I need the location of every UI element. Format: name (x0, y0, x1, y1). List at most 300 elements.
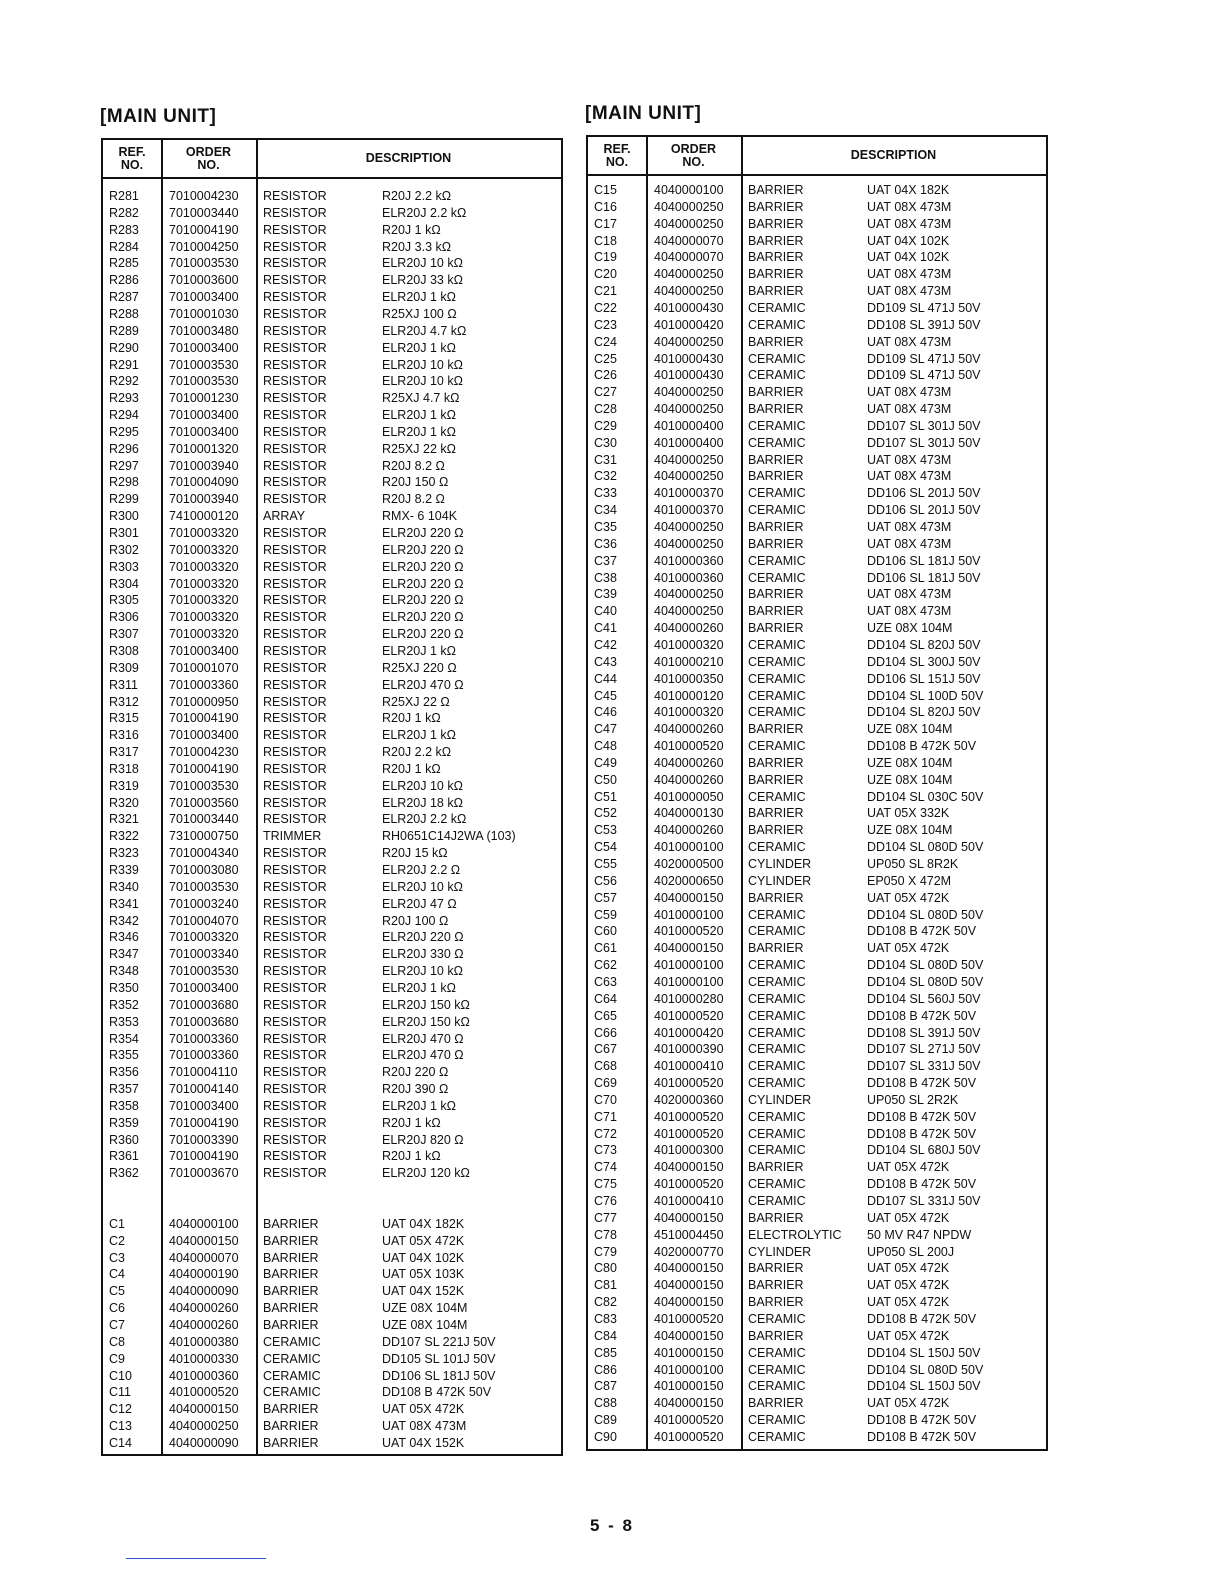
order-no-cell: 7010003400 (169, 290, 239, 305)
table-row (103, 458, 561, 475)
order-no-cell: 4010000380 (169, 1334, 239, 1349)
order-no-cell: 4010000320 (654, 637, 724, 652)
ref-no-cell: C75 (594, 1177, 617, 1192)
order-no-cell: 4010000100 (654, 958, 724, 973)
table-row (588, 1362, 1046, 1379)
specification-cell: DD104 SL 080D 50V (867, 974, 984, 989)
specification-cell: DD108 SL 391J 50V (867, 317, 981, 332)
table-row (103, 390, 561, 407)
ref-no-cell: C79 (594, 1244, 617, 1259)
table-row (103, 1098, 561, 1115)
ref-no-cell: C32 (594, 469, 617, 484)
order-no-cell: 4040000260 (654, 823, 724, 838)
specification-cell: UAT 05X 472K (867, 890, 950, 905)
specification-cell: UP050 SL 200J (867, 1244, 955, 1259)
table-row (588, 1378, 1046, 1395)
specification-cell: DD104 SL 300J 50V (867, 654, 981, 669)
ref-no-cell: C23 (594, 317, 617, 332)
table-row (588, 873, 1046, 890)
part-type-cell: BARRIER (263, 1267, 319, 1282)
ref-no-cell: C40 (594, 604, 617, 619)
order-no-cell: 4040000190 (169, 1267, 239, 1282)
order-no-cell: 4010000280 (654, 991, 724, 1006)
table-row (588, 1041, 1046, 1058)
table-row (103, 643, 561, 660)
ref-no-cell: C33 (594, 486, 617, 501)
specification-cell: DD107 SL 331J 50V (867, 1194, 981, 1208)
order-no-cell: 7010004340 (169, 846, 239, 861)
part-type-cell: ELECTROLYTIC (748, 1227, 842, 1242)
ref-no-cell: R353 (109, 1014, 139, 1029)
order-no-cell: 4010000420 (654, 1025, 724, 1040)
ref-no-cell: C85 (594, 1345, 617, 1360)
specification-cell: ELR20J 10 kΩ (382, 256, 463, 271)
specification-cell: UAT 05X 472K (867, 1278, 950, 1293)
specification-cell: DD107 SL 271J 50V (867, 1042, 981, 1057)
specification-cell: UAT 05X 472K (382, 1233, 465, 1248)
ref-no-cell: R292 (109, 374, 139, 389)
table-row (103, 980, 561, 997)
specification-cell: RMX- 6 104K (382, 509, 458, 524)
table-row (588, 940, 1046, 957)
specification-cell: UAT 05X 472K (867, 1328, 950, 1343)
table-row (103, 727, 561, 744)
table-row (103, 710, 561, 727)
table-row (103, 626, 561, 643)
ref-no-cell: R303 (109, 559, 139, 574)
order-no-cell: 7010003940 (169, 492, 239, 507)
ref-no-header: REF. NO. (603, 142, 631, 169)
ref-no-cell: R360 (109, 1132, 139, 1147)
table-row (103, 373, 561, 390)
specification-cell: ELR20J 47 Ω (382, 896, 457, 911)
part-type-cell: RESISTOR (263, 593, 327, 608)
specification-cell: R25XJ 100 Ω (382, 306, 457, 321)
part-type-cell: CYLINDER (748, 1244, 812, 1259)
table-row (103, 239, 561, 256)
part-type-cell: RESISTOR (263, 559, 327, 574)
table-row (588, 822, 1046, 839)
specification-cell: ELR20J 2.2 Ω (382, 863, 461, 877)
ref-no-cell: C5 (109, 1284, 125, 1299)
table-row (588, 452, 1046, 469)
part-type-cell: RESISTOR (263, 930, 327, 945)
table-row (588, 704, 1046, 721)
part-type-cell: RESISTOR (263, 728, 327, 743)
order-no-cell: 4040000250 (654, 199, 724, 214)
specification-cell: ELR20J 10 kΩ (382, 879, 463, 894)
order-no-cell: 4040000150 (654, 890, 724, 905)
order-no-cell: 7010004190 (169, 1149, 239, 1164)
specification-cell: ELR20J 220 Ω (382, 559, 464, 574)
table-row (588, 1429, 1046, 1446)
ref-no-cell: C88 (594, 1396, 617, 1411)
specification-cell: DD108 B 472K 50V (867, 1413, 977, 1428)
ref-no-cell: R356 (109, 1065, 139, 1080)
specification-cell: EP050 X 472M (867, 873, 952, 888)
part-type-cell: CERAMIC (263, 1368, 321, 1383)
ref-no-cell: R357 (109, 1082, 139, 1097)
ref-no-cell: C34 (594, 503, 617, 518)
order-no-cell: 4010000420 (654, 317, 724, 332)
specification-cell: R20J 8.2 Ω (382, 458, 445, 473)
order-no-cell: 7010003360 (169, 677, 239, 692)
part-type-cell: BARRIER (748, 469, 804, 484)
table-row (588, 1412, 1046, 1429)
ref-no-cell: C15 (594, 183, 617, 197)
specification-cell: UZE 08X 104M (867, 823, 953, 838)
ref-no-cell: R322 (109, 829, 139, 844)
table-row (588, 772, 1046, 789)
specification-cell: DD108 B 472K 50V (867, 1076, 977, 1091)
order-no-cell: 7010003530 (169, 879, 239, 894)
ref-no-cell: C60 (594, 924, 617, 939)
table-row (103, 424, 561, 441)
part-type-cell: RESISTOR (263, 391, 327, 406)
ref-no-cell: C26 (594, 368, 617, 383)
part-type-cell: CERAMIC (748, 1076, 806, 1091)
ref-no-cell: C73 (594, 1143, 617, 1158)
ref-no-cell: R296 (109, 441, 139, 456)
ref-no-cell: C87 (594, 1379, 617, 1394)
order-no-cell: 7010003400 (169, 1098, 239, 1113)
order-no-cell: 4040000150 (654, 1210, 724, 1225)
order-no-cell: 4040000250 (654, 452, 724, 467)
ref-no-cell: C9 (109, 1351, 125, 1366)
part-type-cell: BARRIER (748, 890, 804, 905)
table-row (588, 536, 1046, 553)
description-header: DESCRIPTION (850, 148, 937, 162)
ref-no-cell: R294 (109, 408, 139, 423)
ref-no-cell: C39 (594, 587, 617, 602)
part-type-cell: CERAMIC (748, 1177, 806, 1192)
part-type-cell: CERAMIC (748, 739, 806, 754)
ref-no-cell: C74 (594, 1160, 617, 1175)
specification-cell: ELR20J 10 kΩ (382, 778, 463, 793)
part-type-cell: CERAMIC (748, 1059, 806, 1074)
specification-cell: DD104 SL 080D 50V (867, 907, 984, 922)
part-type-cell: RESISTOR (263, 526, 327, 540)
table-row (103, 828, 561, 845)
table-row (588, 519, 1046, 536)
part-type-cell: CYLINDER (748, 873, 812, 888)
part-type-cell: RESISTOR (263, 677, 327, 692)
ref-no-cell: R281 (109, 189, 139, 203)
ref-no-cell: R295 (109, 424, 139, 439)
specification-cell: UAT 05X 472K (867, 1295, 950, 1310)
specification-cell: ELR20J 1 kΩ (382, 290, 456, 305)
specification-cell: ELR20J 1 kΩ (382, 340, 456, 355)
part-type-cell: BARRIER (748, 520, 804, 534)
specification-cell: ELR20J 1 kΩ (382, 408, 456, 423)
specification-cell: R20J 150 Ω (382, 475, 449, 490)
ref-no-cell: C19 (594, 250, 617, 265)
ref-no-cell: C11 (109, 1385, 132, 1400)
part-type-cell: BARRIER (263, 1301, 319, 1316)
part-type-cell: BARRIER (263, 1435, 319, 1450)
ref-no-cell: R321 (109, 812, 139, 827)
part-type-cell: BARRIER (748, 1210, 804, 1225)
part-type-cell: RESISTOR (263, 1166, 327, 1181)
specification-cell: DD104 SL 030C 50V (867, 789, 984, 804)
table-row (588, 856, 1046, 873)
order-no-cell: 4010000050 (654, 789, 724, 804)
order-no-cell: 4040000090 (169, 1435, 239, 1450)
order-no-cell: 4010000150 (654, 1379, 724, 1394)
order-no-cell: 7010003400 (169, 340, 239, 355)
specification-cell: UAT 04X 182K (867, 183, 950, 197)
ref-no-cell: R320 (109, 795, 139, 810)
table-row (103, 1132, 561, 1149)
order-no-cell: 4040000150 (169, 1402, 239, 1417)
ref-no-cell: C54 (594, 840, 617, 855)
table-row (588, 1109, 1046, 1126)
table-row (588, 1159, 1046, 1176)
specification-cell: R20J 220 Ω (382, 1065, 449, 1080)
part-type-cell: BARRIER (748, 267, 804, 282)
part-type-cell: BARRIER (748, 284, 804, 299)
table-row (588, 1345, 1046, 1362)
ref-no-cell: C67 (594, 1042, 617, 1057)
order-no-cell: 4040000150 (654, 941, 724, 956)
ref-no-cell: C63 (594, 974, 617, 989)
right-parts-table (586, 135, 1048, 1451)
ref-no-cell: C49 (594, 755, 617, 770)
specification-cell: DD108 B 472K 50V (867, 1311, 977, 1326)
table-row (588, 199, 1046, 216)
specification-cell: ELR20J 820 Ω (382, 1132, 464, 1147)
table-row (588, 1260, 1046, 1277)
ref-no-cell: C72 (594, 1126, 617, 1141)
ref-no-cell: C27 (594, 385, 617, 400)
table-row (588, 1277, 1046, 1294)
order-no-header: ORDER NO. (185, 145, 232, 172)
order-no-cell: 4010000520 (654, 1413, 724, 1428)
ref-no-cell: R287 (109, 290, 139, 305)
order-no-cell: 7010001320 (169, 441, 239, 456)
table-row (103, 694, 561, 711)
ref-no-cell: C37 (594, 553, 617, 568)
order-no-cell: 4040000250 (654, 385, 724, 400)
order-no-cell: 7010001030 (169, 306, 239, 321)
part-type-cell: RESISTOR (263, 643, 327, 658)
part-type-cell: CERAMIC (748, 688, 806, 703)
table-row (103, 1233, 561, 1250)
order-no-cell: 7010004230 (169, 189, 239, 203)
part-type-cell: BARRIER (748, 452, 804, 467)
order-no-cell: 7010003400 (169, 408, 239, 423)
order-no-cell: 7010003320 (169, 593, 239, 608)
order-no-cell: 7010004190 (169, 711, 239, 726)
order-no-cell: 4040000260 (169, 1317, 239, 1332)
table-row (588, 620, 1046, 637)
order-no-cell: 4040000100 (169, 1216, 239, 1231)
table-row (588, 266, 1046, 283)
specification-cell: DD106 SL 151J 50V (867, 671, 981, 686)
part-type-cell: RESISTOR (263, 542, 327, 557)
specification-cell: RH0651C14J2WA (103) (382, 829, 516, 844)
specification-cell: R20J 100 Ω (382, 913, 449, 928)
table-row (588, 586, 1046, 603)
ref-no-cell: R304 (109, 576, 139, 591)
table-row (103, 592, 561, 609)
description-header: DESCRIPTION (365, 151, 452, 165)
ref-no-cell: C53 (594, 823, 617, 838)
order-no-cell: 7010003600 (169, 273, 239, 288)
part-type-cell: RESISTOR (263, 795, 327, 810)
table-row (103, 1283, 561, 1300)
specification-cell: UAT 04X 182K (382, 1216, 465, 1231)
order-no-cell: 7010003680 (169, 1014, 239, 1029)
ref-no-cell: R352 (109, 997, 139, 1012)
part-type-cell: RESISTOR (263, 576, 327, 591)
ref-no-cell: C65 (594, 1008, 617, 1023)
order-no-cell: 7010003240 (169, 896, 239, 911)
order-no-cell: 4040000250 (654, 216, 724, 231)
part-type-cell: RESISTOR (263, 441, 327, 456)
order-no-cell: 7010003320 (169, 627, 239, 642)
ref-no-cell: C1 (109, 1216, 125, 1231)
specification-cell: UAT 05X 472K (867, 1210, 950, 1225)
order-no-cell: 7010000950 (169, 694, 239, 709)
order-no-cell: 7010003080 (169, 863, 239, 877)
part-type-cell: CYLINDER (748, 1092, 812, 1107)
order-no-cell: 4040000250 (654, 402, 724, 417)
ref-no-cell: C20 (594, 267, 617, 282)
part-type-cell: RESISTOR (263, 711, 327, 726)
part-type-cell: RESISTOR (263, 374, 327, 389)
specification-cell: DD108 B 472K 50V (867, 1126, 977, 1141)
order-no-cell: 4010000100 (654, 907, 724, 922)
order-no-cell: 4020000360 (654, 1092, 724, 1107)
table-row (103, 255, 561, 272)
part-type-cell: RESISTOR (263, 1031, 327, 1046)
ref-no-cell: C61 (594, 941, 617, 956)
part-type-cell: CERAMIC (748, 553, 806, 568)
ref-no-cell: C8 (109, 1334, 125, 1349)
order-no-cell: 4040000150 (654, 1261, 724, 1276)
table-row (103, 677, 561, 694)
ref-no-cell: C83 (594, 1311, 617, 1326)
ref-no-cell: R319 (109, 778, 139, 793)
part-type-cell: BARRIER (748, 250, 804, 265)
order-no-cell: 7010003400 (169, 424, 239, 439)
order-no-cell: 4020000770 (654, 1244, 724, 1259)
ref-no-cell: C41 (594, 621, 617, 636)
part-type-cell: RESISTOR (263, 947, 327, 962)
specification-cell: DD108 B 472K 50V (867, 1429, 977, 1444)
order-no-cell: 4010000520 (654, 1429, 724, 1444)
part-type-cell: CERAMIC (748, 503, 806, 518)
specification-cell: UAT 08X 473M (867, 452, 952, 467)
part-type-cell: CERAMIC (748, 1429, 806, 1444)
part-type-cell: CERAMIC (748, 958, 806, 973)
ref-no-cell: R348 (109, 964, 139, 979)
part-type-cell: BARRIER (748, 621, 804, 636)
part-type-cell: TRIMMER (263, 829, 322, 844)
specification-cell: ELR20J 4.7 kΩ (382, 323, 467, 338)
specification-cell: UAT 05X 472K (382, 1402, 465, 1417)
order-no-cell: 7010003940 (169, 458, 239, 473)
table-row (588, 249, 1046, 266)
order-no-cell: 4040000150 (654, 1278, 724, 1293)
order-no-cell: 4010000320 (654, 705, 724, 720)
specification-cell: DD109 SL 471J 50V (867, 300, 981, 315)
ref-no-cell: R288 (109, 306, 139, 321)
ref-no-cell: C84 (594, 1328, 617, 1343)
order-no-cell: 4010000120 (654, 688, 724, 703)
part-type-cell: ARRAY (263, 509, 306, 524)
part-type-cell: CERAMIC (263, 1351, 321, 1366)
specification-cell: DD108 B 472K 50V (867, 739, 977, 754)
ref-no-cell: C66 (594, 1025, 617, 1040)
ref-no-cell: R297 (109, 458, 139, 473)
specification-cell: ELR20J 470 Ω (382, 1048, 464, 1063)
table-row (588, 1244, 1046, 1261)
part-type-cell: BARRIER (263, 1216, 319, 1231)
table-row (588, 1311, 1046, 1328)
ref-no-cell: C30 (594, 435, 617, 450)
part-type-cell: BARRIER (263, 1284, 319, 1299)
specification-cell: ELR20J 2.2 kΩ (382, 205, 467, 220)
specification-cell: R20J 2.2 kΩ (382, 189, 452, 203)
order-no-cell: 7010003530 (169, 964, 239, 979)
part-type-cell: RESISTOR (263, 745, 327, 760)
table-row (588, 637, 1046, 654)
part-type-cell: RESISTOR (263, 189, 327, 203)
ref-no-cell: C59 (594, 907, 617, 922)
table-row (103, 1199, 561, 1216)
specification-cell: UAT 04X 102K (867, 233, 950, 248)
order-no-cell: 4010000520 (654, 1076, 724, 1091)
part-type-cell: CERAMIC (748, 907, 806, 922)
specification-cell: ELR20J 220 Ω (382, 610, 464, 625)
order-no-cell: 4040000070 (654, 250, 724, 265)
part-type-cell: RESISTOR (263, 306, 327, 321)
part-type-cell: BARRIER (748, 1295, 804, 1310)
table-row (103, 946, 561, 963)
table-row (103, 441, 561, 458)
table-row (588, 502, 1046, 519)
part-type-cell: RESISTOR (263, 694, 327, 709)
part-type-cell: CERAMIC (748, 1194, 806, 1208)
specification-cell: ELR20J 330 Ω (382, 947, 464, 962)
ref-no-cell: C51 (594, 789, 617, 804)
order-no-cell: 7010004090 (169, 475, 239, 490)
table-row (103, 1250, 561, 1267)
part-type-cell: RESISTOR (263, 896, 327, 911)
ref-no-cell: C31 (594, 452, 617, 467)
order-no-cell: 7410000120 (169, 509, 239, 524)
ref-no-cell: C6 (109, 1301, 125, 1316)
specification-cell: R25XJ 22 kΩ (382, 441, 456, 456)
part-type-cell: RESISTOR (263, 1115, 327, 1130)
ref-no-cell: C56 (594, 873, 617, 888)
ref-no-cell: C86 (594, 1362, 617, 1377)
ref-no-cell: R306 (109, 610, 139, 625)
order-no-cell: 4010000210 (654, 654, 724, 669)
table-row (103, 474, 561, 491)
ref-no-cell: R340 (109, 879, 139, 894)
ref-no-cell: R298 (109, 475, 139, 490)
part-type-cell: RESISTOR (263, 458, 327, 473)
ref-no-cell: C77 (594, 1210, 617, 1225)
ref-no-cell: C78 (594, 1227, 617, 1242)
table-row (103, 407, 561, 424)
ref-no-cell: R311 (109, 677, 138, 692)
order-no-cell: 4010000370 (654, 503, 724, 518)
part-type-cell: RESISTOR (263, 424, 327, 439)
